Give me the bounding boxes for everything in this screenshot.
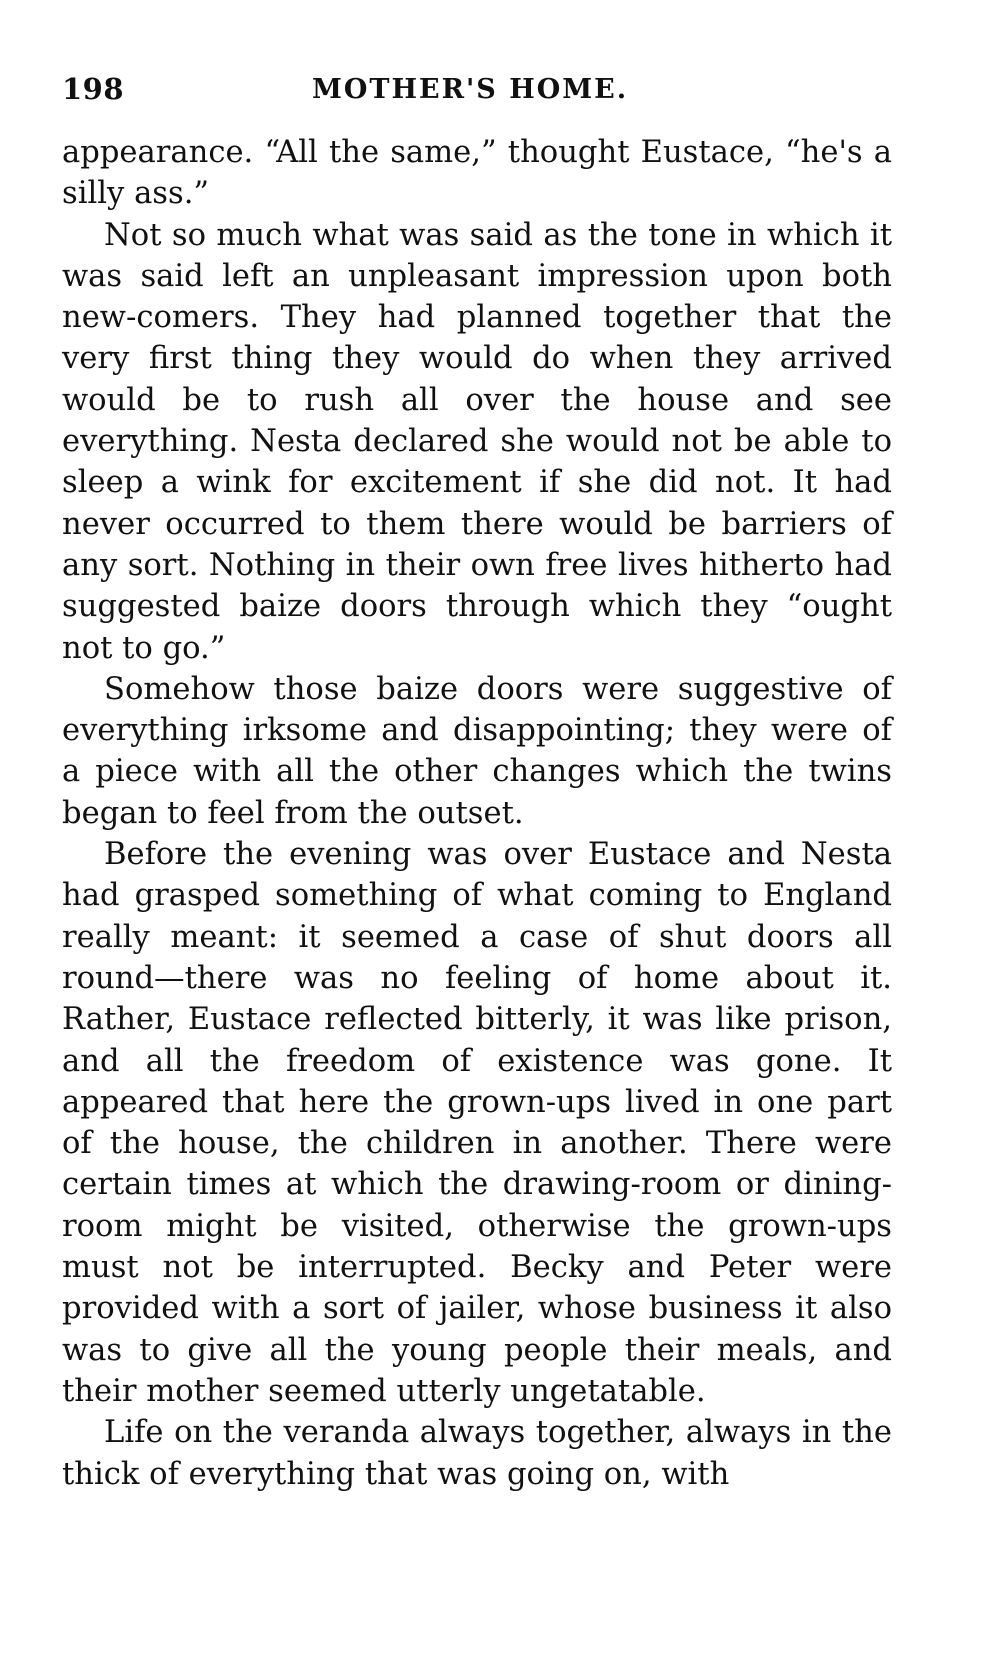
paragraph: Before the evening was over Eustace and Nesta had grasped something of what coming to England really meant: it seemed a case of shut doors all round—there was no feeling of home about it. Rather, Eustace reflected bitterly, it was like prison, and all the freedom of existence was gone. It appeared that here the grown-ups lived in one part of the house, the children in another. There were certain times at which the drawing-room or dining-room might be visited, otherwise the grown-ups must not be interrupted. Becky and Peter were provided with a sort of jailer, whose business it also was to give all the young people their meals, and their mother seemed utterly ungetatable.: [62, 837, 892, 1409]
running-head: [62, 72, 892, 122]
page-number: 198: [62, 72, 125, 106]
paragraph-continued: appearance. “All the same,” thought Eustace, “he's a silly ass.”: [62, 135, 892, 212]
paragraph: Somehow those baize doors were suggestive of everything irksome and disappointing; they were of a piece with all the other changes which the twins began to feel from the outset.: [62, 671, 892, 831]
body-text: [62, 132, 892, 1495]
paragraph: Not so much what was said as the tone in which it was said left an unpleasant impression upon both new-comers. They had planned together that the very first thing they would do when they arrived would be to rush all over the house and see everything. Nesta declared she would not be able to sleep a wink for excitement if she did not. It had never occurred to them there would be barriers of any sort. Nothing in their own free lives hitherto had suggested baize doors through which they “ought not to go.”: [62, 217, 892, 666]
paragraph: Life on the veranda always together, always in the thick of everything that was going on, with: [62, 1415, 892, 1492]
book-page: [62, 72, 892, 1632]
running-title: MOTHER'S HOME.: [312, 74, 629, 105]
